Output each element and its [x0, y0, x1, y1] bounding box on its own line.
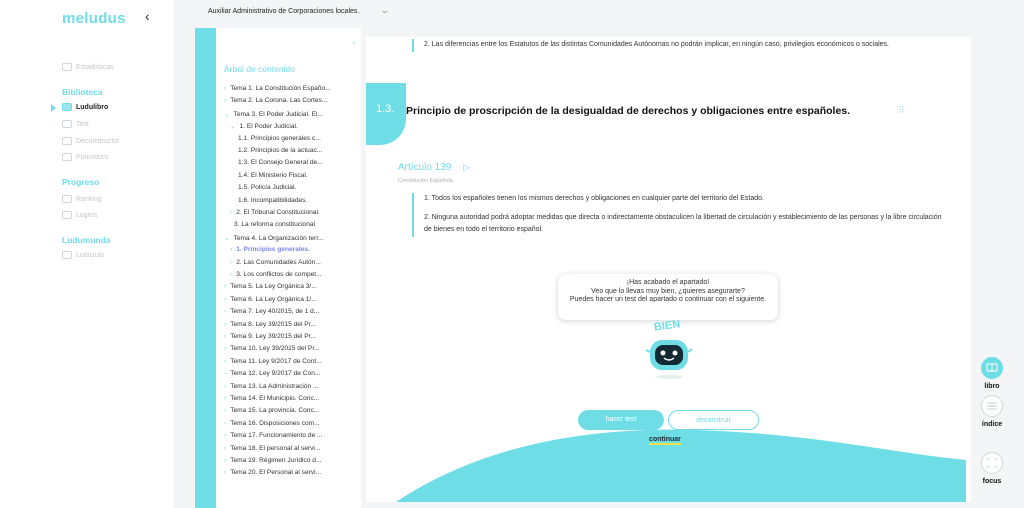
collapse-sidebar-icon[interactable]: ‹ — [145, 8, 150, 24]
nav-pomodoro[interactable] — [62, 153, 108, 161]
tree-item-label: Tema 14. El Municipio. Conc... — [230, 395, 320, 402]
chevron-right-icon[interactable]: › — [224, 395, 227, 402]
tree-item-label: 1. Principios generales. — [236, 246, 310, 254]
article-body — [412, 193, 942, 237]
tree-item-label: Tema 16. Disposiciones com... — [230, 419, 320, 427]
article-title: Artículo 139 — [398, 162, 452, 173]
course-selector[interactable]: Auxiliar Administrativo de Corporaciones locales. — [208, 8, 360, 15]
tree-item-label: Tema 10. Ley 39/2015 del Pr... — [230, 345, 320, 353]
speech-bubble — [558, 274, 778, 320]
nav-test-label: Test — [76, 120, 89, 128]
tree-panel-strip — [195, 28, 216, 508]
nav-header-biblioteca: Biblioteca — [62, 87, 103, 97]
tree-item[interactable] — [224, 383, 349, 390]
tree-item[interactable] — [224, 321, 349, 328]
tree-item-label: Tema 9. Ley 39/2015 del Pr... — [230, 333, 316, 340]
tree-item[interactable] — [234, 172, 349, 179]
focus-icon — [987, 458, 997, 468]
tag-icon[interactable]: ▷ — [463, 162, 470, 172]
continue-link[interactable]: continuar — [649, 436, 681, 443]
bubble-line-3: Puedes hacer un test del apartado o continuar con el siguiente. — [569, 296, 767, 303]
tree-item[interactable] — [224, 420, 349, 427]
test-icon — [62, 120, 72, 128]
focus-label: focus — [982, 478, 1002, 485]
tree-item[interactable] — [230, 122, 349, 130]
tree-item-label: 1.1. Principios generales c... — [238, 134, 321, 142]
article-source: Constitución Española — [398, 178, 453, 184]
chevron-right-icon[interactable]: › — [224, 333, 227, 340]
article-paragraph-1: 1. Todos los españoles tienen los mismos derechos y obligaciones en cualquier parte del territorio del Estado. — [424, 195, 764, 202]
tree-item[interactable] — [234, 135, 349, 142]
tree-item[interactable] — [224, 110, 349, 118]
tree-item-label: 2. Las Comunidades Autón... — [236, 258, 321, 266]
tree-item[interactable] — [224, 234, 349, 242]
topbar — [176, 0, 1024, 28]
chevron-right-icon[interactable]: › — [224, 320, 227, 328]
tree-title: Árbol de contenido — [224, 64, 295, 74]
bubble-line-1: ¡Has acabado el apartado! — [626, 279, 710, 286]
chevron-down-icon[interactable]: ⌄ — [379, 5, 391, 15]
libro-label: libro — [984, 383, 1000, 390]
logo[interactable]: meludus — [62, 10, 126, 27]
tree-item-label: 2. El Tribunal Constitucional. — [236, 209, 320, 216]
ranking-icon — [62, 195, 72, 203]
chevron-right-icon[interactable]: › — [224, 469, 227, 477]
chevron-right-icon[interactable]: › — [224, 295, 227, 303]
tree-item-label: Tema 20. El Personal al servi... — [230, 469, 322, 477]
tree-item-label: Tema 15. La provincia. Conc... — [230, 407, 320, 415]
active-marker — [51, 104, 56, 112]
indice-label: índice — [981, 421, 1003, 428]
nav-header-ludumunda: Ludumunda — [62, 235, 111, 245]
nav-logros-label: Logros — [76, 211, 98, 219]
take-test-button[interactable]: hacer test — [578, 410, 664, 430]
tree-item-label: Tema 1. La Constitución Españo... — [230, 85, 331, 92]
chevron-down-icon[interactable]: ⌄ — [224, 110, 230, 118]
chevron-right-icon[interactable]: › — [230, 271, 233, 278]
tree-item[interactable] — [224, 395, 349, 402]
tree-item[interactable] — [224, 370, 349, 377]
tree-item-label: Tema 5. La Ley Orgánica 3/... — [230, 283, 317, 291]
book-icon — [986, 363, 998, 373]
tree-item-label: 1.5. Policía Judicial. — [238, 184, 297, 192]
tree-item[interactable] — [234, 197, 349, 204]
tree-item[interactable] — [230, 271, 349, 278]
bubble-line-2: Veo que lo llevas muy bien, ¿quieres asegurarte? — [591, 287, 745, 295]
nav-ranking-label: Ranking — [76, 195, 102, 203]
tree-item[interactable] — [234, 184, 349, 191]
tree-item[interactable] — [224, 283, 349, 290]
chevron-right-icon[interactable]: › — [224, 457, 227, 464]
chevron-right-icon[interactable]: › — [224, 432, 227, 440]
tree-item[interactable] — [224, 432, 349, 439]
chart-icon — [62, 63, 72, 71]
chevron-right-icon[interactable]: › — [230, 209, 233, 216]
book-icon — [62, 103, 72, 111]
list-icon — [987, 402, 997, 410]
nav-ranking[interactable] — [62, 195, 102, 203]
tree-item-label: Tema 4. La Organización terr... — [233, 234, 324, 242]
tree-item-label: Tema 19. Régimen Jurídico d... — [230, 457, 322, 464]
tree-item-label: Tema 3. El Poder Judicial. El... — [233, 110, 323, 118]
chevron-right-icon[interactable]: › — [224, 283, 227, 291]
previous-article-quote: 2. Las diferencias entre los Estatutos de las distintas Comunidades Autónomas no podrán implicar, en ningún caso, privilegios económicos o sociales. — [412, 39, 902, 52]
tree-item[interactable] — [224, 85, 349, 92]
tree-item[interactable] — [234, 159, 349, 166]
decorative-wave — [366, 422, 971, 502]
tree-item[interactable] — [224, 296, 349, 303]
deconstruct-button[interactable]: deconstruir — [668, 410, 759, 430]
chevron-down-icon[interactable]: ⌄ — [224, 234, 230, 242]
tree-item[interactable] — [224, 457, 349, 464]
chevron-right-icon[interactable]: › — [224, 357, 227, 365]
content-tree-panel — [216, 28, 361, 508]
libro-button[interactable] — [981, 357, 1003, 379]
tree-item[interactable] — [224, 407, 349, 414]
section-title: Principio de proscripción de la desigualdad de derechos y obligaciones entre españoles. — [406, 105, 851, 117]
tree-item-label: 1.4. El Ministerio Fiscal. — [238, 171, 308, 179]
tree-item-label: Tema 7. Ley 40/2015, de 1 d... — [230, 308, 320, 316]
tree-item[interactable] — [230, 209, 349, 216]
nav-header-progreso: Progreso — [62, 177, 100, 187]
tree-item-label: 3. La reforma constitucional — [234, 221, 315, 229]
tree-item-label: 1. El Poder Judicial. — [239, 123, 298, 131]
tree-item[interactable] — [224, 469, 349, 476]
tree-item-label: Tema 12. Ley 9/2017 de Con... — [230, 370, 321, 378]
chevron-right-icon[interactable]: › — [224, 382, 227, 390]
chevron-right-icon[interactable]: › — [230, 246, 233, 254]
tree-item-label: Tema 17. Funcionamiento de ... — [230, 432, 323, 440]
chevron-right-icon[interactable]: › — [224, 407, 227, 415]
nav-estadisticas[interactable] — [62, 63, 114, 71]
indice-button[interactable] — [981, 395, 1003, 417]
tree-item-label: 1.3. El Consejo General de... — [238, 159, 323, 167]
tree-item[interactable] — [224, 445, 349, 452]
content-card — [366, 37, 971, 502]
tree-item[interactable] — [224, 308, 349, 315]
tree-item-label: Tema 11. Ley 9/2017 de Cont... — [230, 357, 322, 365]
chevron-right-icon[interactable]: › — [224, 97, 227, 105]
nav-logros[interactable] — [62, 211, 97, 219]
tree-item-label: 3. Los conflictos de compet... — [236, 271, 322, 278]
nav-deconstructor[interactable] — [62, 137, 120, 145]
nav-deconstructor-label: Deconstructor — [76, 137, 120, 145]
nav-luduzulo[interactable] — [62, 251, 104, 259]
nav-ludulibro-label: Ludulibro — [76, 103, 109, 111]
tree-item-label: Tema 13. La Administración ... — [230, 382, 319, 390]
tree-item[interactable] — [224, 97, 349, 104]
nav-luduzulo-label: Luduzulo — [76, 251, 105, 259]
collapse-tree-icon[interactable]: ‹ — [352, 38, 355, 47]
nav-test[interactable] — [62, 120, 89, 128]
tree-item[interactable] — [234, 147, 349, 154]
chevron-right-icon[interactable]: › — [224, 444, 227, 452]
tree-item-label: 1.6. Incompatibilidades. — [238, 196, 308, 204]
chevron-right-icon[interactable]: › — [224, 419, 227, 427]
focus-button[interactable] — [981, 452, 1003, 474]
drag-handle-icon[interactable]: ⠿ — [898, 105, 904, 115]
tree-item[interactable] — [224, 333, 349, 340]
tree-item[interactable] — [230, 221, 349, 228]
deconstructor-icon — [62, 137, 72, 145]
world-icon — [62, 251, 72, 259]
chevron-right-icon[interactable]: › — [224, 308, 227, 316]
chevron-right-icon[interactable]: › — [224, 345, 227, 353]
nav-pomodoro-label: Pomodoro — [76, 153, 109, 161]
tree-item[interactable] — [230, 246, 349, 253]
tree-item-label: Tema 6. La Ley Orgánica 1/... — [230, 295, 317, 303]
tree-item-label: Tema 8. Ley 39/2015 del Pr... — [230, 320, 316, 328]
mascot — [636, 320, 696, 380]
tree-item-label: 1.2. Principios de la actuac... — [238, 147, 323, 154]
article-paragraph-2: 2. Ninguna autoridad podrá adoptar medidas que directa o indirectamente obstaculicen la libertad de circulación y establecimiento de las personas y la libre circulación de bienes en todo el territorio español. — [424, 213, 942, 233]
chevron-down-icon[interactable]: ⌄ — [230, 123, 236, 131]
nav-estadisticas-label: Estadísticas — [76, 63, 114, 71]
tree-item-label: Tema 2. La Corona. Las Cortes... — [230, 97, 328, 105]
chevron-right-icon[interactable]: › — [230, 258, 233, 266]
trophy-icon — [62, 211, 72, 219]
nav-ludulibro[interactable] — [62, 103, 108, 111]
tree-item[interactable] — [230, 259, 349, 266]
tree-item-label: Tema 18. El personal al servi... — [230, 444, 321, 452]
chevron-right-icon[interactable]: › — [224, 370, 227, 378]
tree-item[interactable] — [224, 345, 349, 352]
sidebar — [0, 0, 175, 508]
timer-icon — [62, 153, 72, 161]
section-number: 1.3. — [376, 103, 395, 115]
mascot-text: BIEN — [653, 318, 681, 334]
tree-item[interactable] — [224, 358, 349, 365]
chevron-right-icon[interactable]: › — [224, 85, 227, 92]
